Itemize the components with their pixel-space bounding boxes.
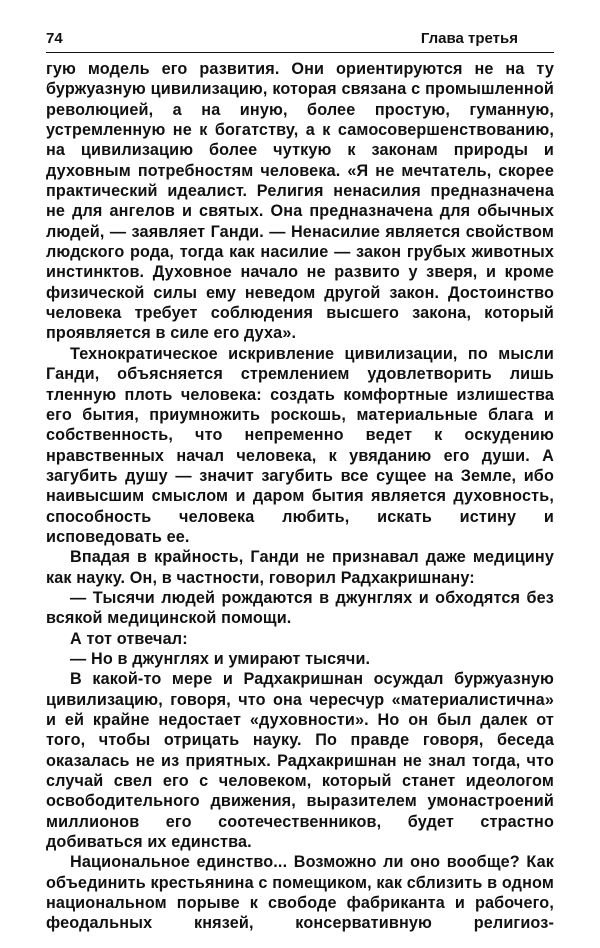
- book-page: [46, 30, 554, 934]
- paragraph: В какой-то мере и Радхакришнан осуждал буржуазную цивилизацию, говоря, что она чересчур «материалистична» и ей крайне недостает «духовности». Но он был далек от того, чтобы отрицать науку. По правде говоря, беседа оказалась не из приятных. Радхакришнан не знал тогда, что случай свел его с человеком, который станет идеологом освободительного движения, выразителем умонастроений миллионов его соотечественников, будет страстно добиваться их единства.: [46, 670, 554, 852]
- page-number: 74: [46, 30, 63, 47]
- dialogue-line: А тот отвечал:: [70, 629, 188, 648]
- paragraph: Национальное единство... Возможно ли оно вообще? Как объединить крестьянина с помещиком, как сблизить в одном национальном порыве к свободе фабриканта и рабочего, феодальных князей, консервативную религиоз-: [46, 853, 554, 933]
- running-header: [46, 30, 554, 53]
- dialogue-line: — Тысячи людей рождаются в джунглях и обходятся без всякой медицинской помощи.: [46, 588, 554, 628]
- paragraph-continuation: гую модель его развития. Они ориентируются не на ту буржуазную цивилизацию, которая связана с промышленной революцией, а на иную, более простую, гуманную, устремленную не к богатству, а к самосовершенствованию, на цивилизацию более чуткую к законам природы и духовным потребностям человека. «Я не мечтатель, скорее практический идеалист. Религия ненасилия предназначена не для ангелов и святых. Она предназначена для обычных людей, — заявляет Ганди. — Ненасилие является свойством людского рода, тогда как насилие — закон грубых животных инстинктов. Духовное начало не развито у зверя, и кроме физической силы ему неведом другой закон. Достоинство человека требует соблюдения высшего закона, который проявляется в силе его духа».: [46, 60, 554, 343]
- chapter-title: Глава третья: [420, 30, 518, 47]
- dialogue-line: — Но в джунглях и умирают тысячи.: [70, 649, 371, 668]
- paragraph: Технократическое искривление цивилизации, по мысли Ганди, объясняется стремлением удовлетворить лишь тленную плоть человека: создать комфортные излишества его бытия, приумножить роскошь, материальные блага и собственность, что непременно ведет к оскудению нравственных начал человека, к увяданию его души. А загубить душу — значит загубить все сущее на Земле, ибо наивысшим смыслом и даром бытия является духовность, способность человека любить, искать истину и исповедовать ее.: [46, 344, 554, 546]
- paragraph: Впадая в крайность, Ганди не признавал даже медицину как науку. Он, в частности, говорил Радхакришнану:: [46, 548, 554, 587]
- body-text: [46, 59, 554, 934]
